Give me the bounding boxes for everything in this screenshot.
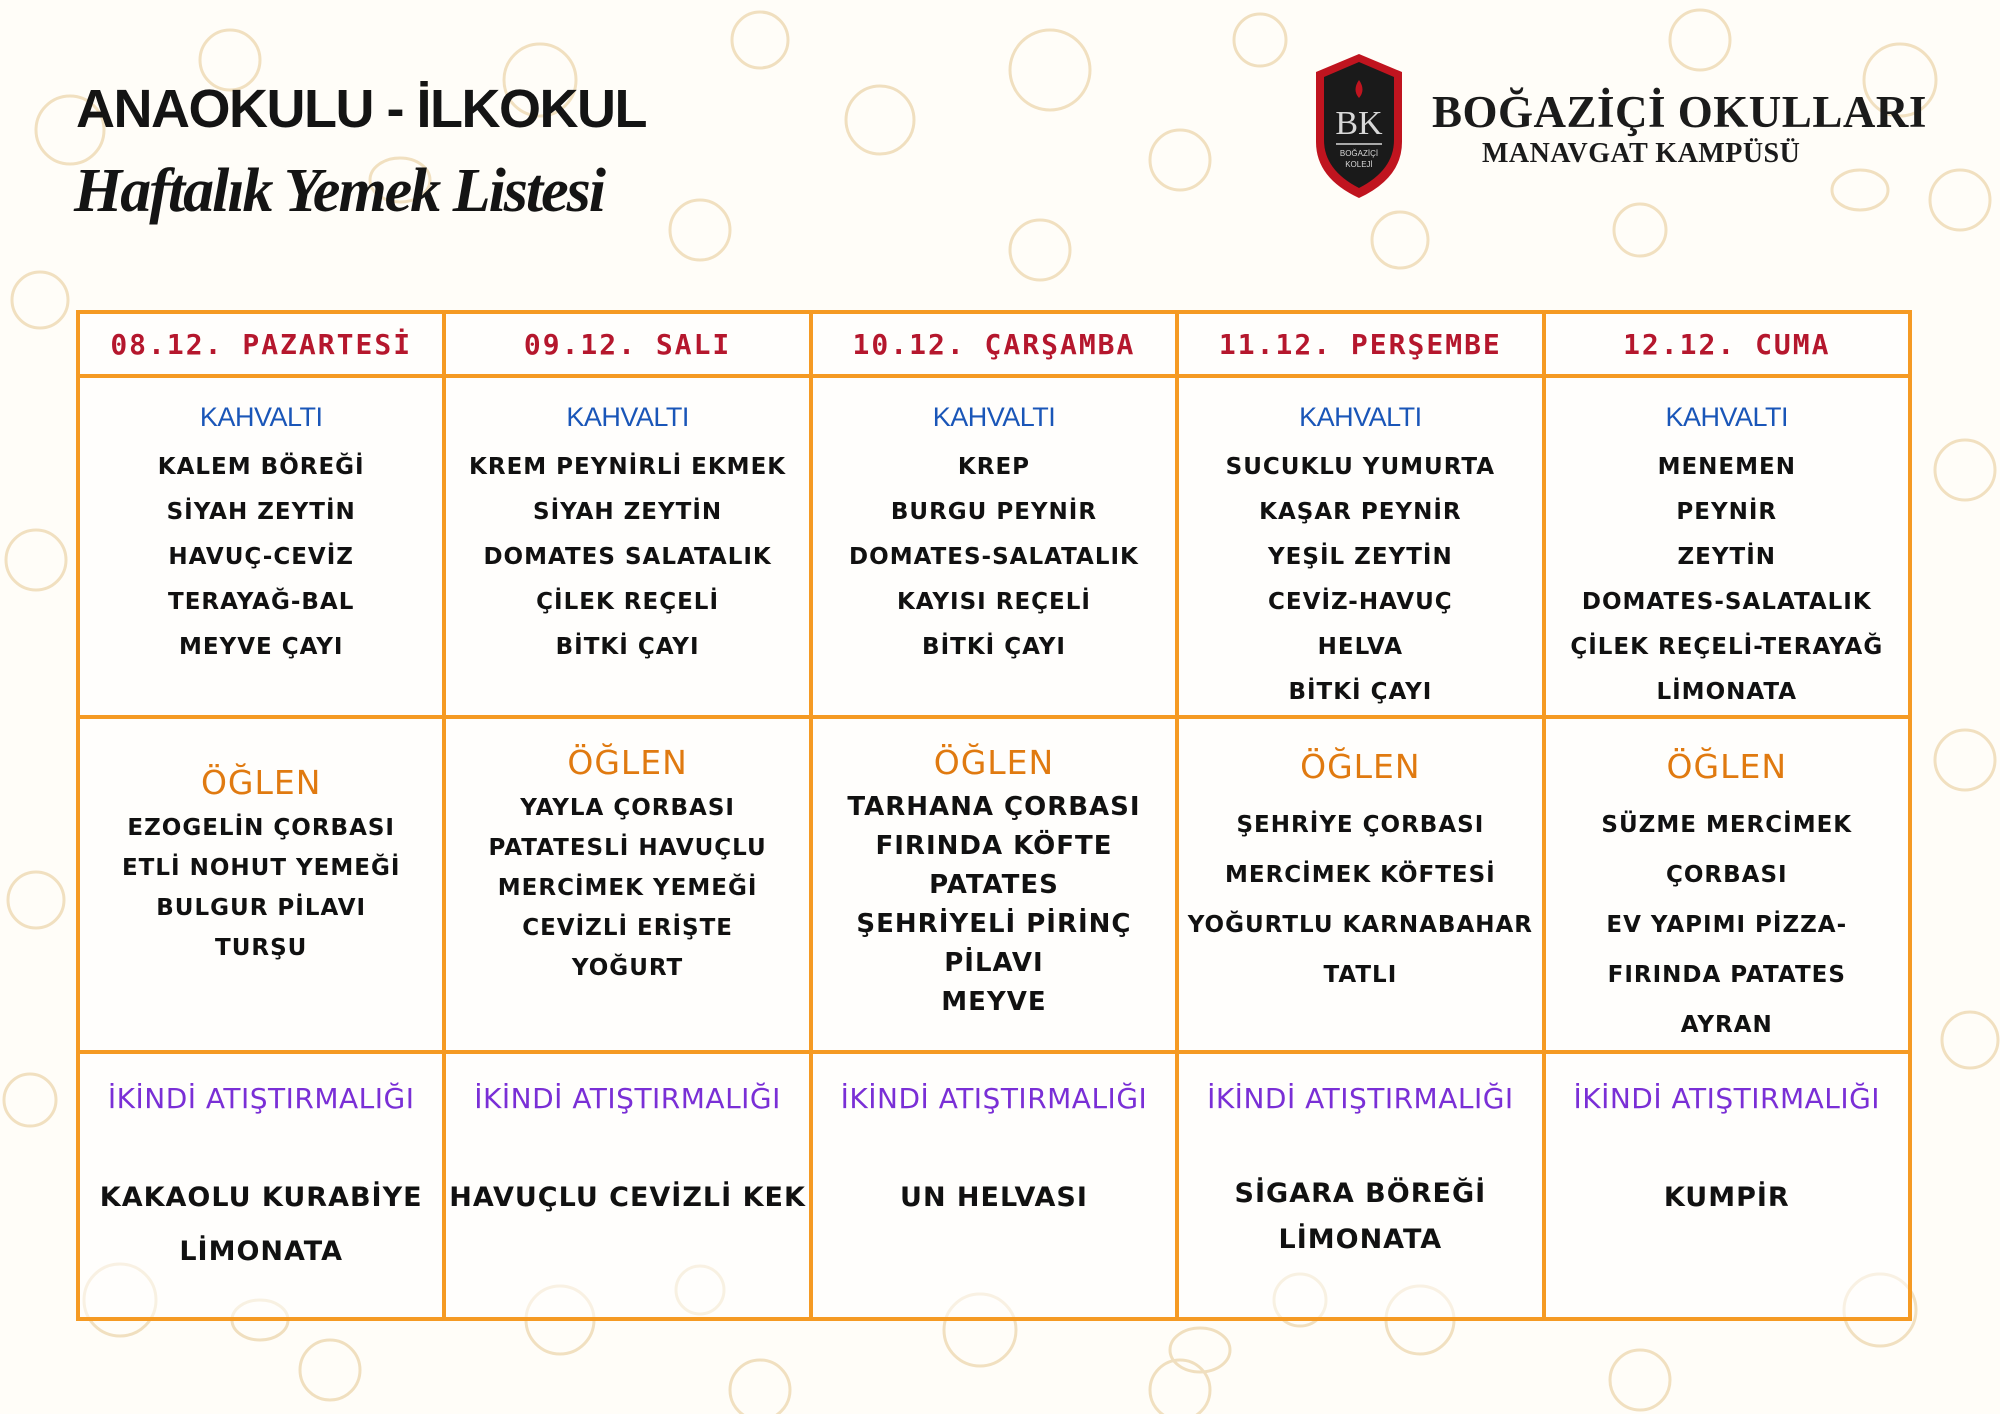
meal-item: HELVA (1317, 634, 1404, 660)
meal-item: MERCİMEK KÖFTESİ (1224, 862, 1496, 888)
meal-list (80, 1171, 442, 1279)
meal-list (446, 788, 808, 988)
meal-item: ZEYTİN (1677, 544, 1777, 570)
kahvalti-cell (444, 376, 810, 717)
meal-item: HAVUÇ-CEVİZ (168, 544, 354, 570)
meal-item: BİTKİ ÇAYI (922, 634, 1066, 660)
meal-item: YOĞURTLU KARNABAHAR (1187, 912, 1534, 938)
section-label-oglen: ÖĞLEN (200, 763, 322, 802)
meal-item: ETLİ NOHUT YEMEĞİ (121, 855, 401, 881)
section-label-kahvalti: KAHVALTI (1299, 402, 1422, 432)
meal-item: KAŞAR PEYNİR (1259, 499, 1462, 525)
oglen-row (78, 717, 1910, 1052)
meal-list (446, 1171, 808, 1225)
section-label-ikindi: İKİNDİ ATIŞTIRMALIĞI (1207, 1082, 1514, 1115)
meal-item: FIRINDA PATATES (1607, 962, 1846, 988)
meal-list (1179, 1171, 1541, 1263)
meal-item: EV YAPIMI PİZZA- (1606, 912, 1848, 938)
meal-item: LİMONATA (1656, 679, 1798, 705)
meal-item: KAYISI REÇELİ (896, 589, 1091, 615)
meal-item: YAYLA ÇORBASI (520, 795, 735, 821)
meal-list (446, 445, 808, 670)
meal-list (813, 1171, 1175, 1225)
meal-item: SİYAH ZEYTİN (166, 499, 356, 525)
meal-item: KALEM BÖREĞİ (157, 454, 365, 480)
section-label-oglen: ÖĞLEN (1666, 747, 1788, 786)
meal-item: ÇİLEK REÇELİ (536, 589, 720, 615)
section-label-ikindi: İKİNDİ ATIŞTIRMALIĞI (840, 1082, 1148, 1115)
meal-item: BURGU PEYNİR (890, 499, 1098, 525)
meal-item: BULGUR PİLAVI (156, 895, 367, 921)
meal-item: PATATES (929, 870, 1059, 900)
meal-item: EZOGELİN ÇORBASI (127, 815, 395, 841)
meal-item: DOMATES-SALATALIK (1581, 589, 1872, 615)
section-label-kahvalti: KAHVALTI (932, 402, 1056, 432)
meal-item: UN HELVASI (900, 1182, 1088, 1213)
section-label-oglen: ÖĞLEN (567, 743, 688, 782)
meal-item: PEYNİR (1676, 499, 1778, 525)
meal-item: MEYVE ÇAYI (178, 634, 344, 660)
meal-item: MERCİMEK YEMEĞİ (497, 875, 758, 901)
oglen-cell (78, 717, 444, 1052)
meal-item: MEYVE (941, 987, 1047, 1017)
section-label-kahvalti: KAHVALTI (1665, 402, 1789, 432)
meal-list (1179, 445, 1541, 715)
meal-item: ÇİLEK REÇELİ-TERAYAĞ (1570, 634, 1884, 660)
school-name: BOĞAZİÇİ OKULLARI (1432, 87, 1927, 137)
meal-item: DOMATES SALATALIK (483, 544, 772, 570)
meal-item: SİGARA BÖREĞİ (1234, 1178, 1487, 1209)
logo-monogram: BK (1335, 105, 1383, 142)
meal-list (1546, 1171, 1908, 1225)
oglen-cell (1177, 717, 1543, 1052)
kahvalti-cell (78, 376, 444, 717)
meal-list (813, 445, 1175, 670)
day-header: 12.12. CUMA (1544, 312, 1910, 376)
section-label-ikindi: İKİNDİ ATIŞTIRMALIĞI (474, 1082, 781, 1115)
meal-item: KREP (957, 454, 1031, 480)
meal-list (80, 808, 442, 968)
meal-item: PİLAVI (944, 948, 1044, 978)
meal-item: KREM PEYNİRLİ EKMEK (469, 454, 787, 480)
meal-item: BİTKİ ÇAYI (1288, 679, 1433, 705)
meal-item: TARHANA ÇORBASI (847, 792, 1141, 822)
meal-item: PATATESLİ HAVUÇLU (488, 835, 767, 861)
campus-name: MANAVGAT KAMPÜSÜ (1482, 138, 1801, 169)
ikindi-cell (1544, 1052, 1910, 1319)
meal-list (813, 788, 1175, 1022)
section-label-oglen: ÖĞLEN (933, 743, 1055, 782)
meal-item: MENEMEN (1657, 454, 1796, 480)
day-header: 10.12. ÇARŞAMBA (811, 312, 1177, 376)
ikindi-cell (78, 1052, 444, 1319)
meal-item: KAKAOLU KURABİYE (99, 1182, 423, 1213)
meal-item: ŞEHRİYE ÇORBASI (1236, 812, 1485, 838)
meal-item: LİMONATA (179, 1236, 344, 1267)
day-header: 09.12. SALI (444, 312, 810, 376)
page-title-line1: ANAOKULU - İLKOKUL (76, 79, 646, 139)
ikindi-cell (1177, 1052, 1543, 1319)
meal-item: SÜZME MERCİMEK (1601, 812, 1853, 838)
meal-item: AYRAN (1680, 1012, 1773, 1038)
section-label-oglen: ÖĞLEN (1300, 747, 1421, 786)
oglen-cell (1544, 717, 1910, 1052)
oglen-cell (811, 717, 1177, 1052)
meal-item: ŞEHRİYELİ PİRİNÇ (856, 909, 1132, 939)
page-title-line2: Haftalık Yemek Listesi (74, 157, 605, 225)
meal-item: BİTKİ ÇAYI (555, 634, 700, 660)
meal-item: CEVİZLİ ERİŞTE (522, 915, 733, 941)
meal-item: CEVİZ-HAVUÇ (1268, 589, 1453, 615)
meal-item: HAVUÇLU CEVİZLİ KEK (449, 1182, 806, 1213)
meal-item: KUMPİR (1663, 1182, 1790, 1213)
weekly-menu-table (76, 310, 1912, 1321)
logo-caption-line2: KOLEJİ (1345, 160, 1373, 169)
oglen-cell (444, 717, 810, 1052)
day-header-row (78, 312, 1910, 376)
meal-item: SUCUKLU YUMURTA (1225, 454, 1496, 480)
school-logo (1310, 50, 1408, 202)
meal-item: LİMONATA (1278, 1224, 1443, 1255)
meal-item: TURŞU (215, 935, 308, 961)
section-label-kahvalti: KAHVALTI (199, 402, 323, 432)
meal-list (80, 445, 442, 670)
meal-list (1546, 445, 1908, 715)
meal-list (1179, 800, 1541, 1000)
kahvalti-cell (1544, 376, 1910, 717)
day-header: 08.12. PAZARTESİ (78, 312, 444, 376)
ikindi-row (78, 1052, 1910, 1319)
ikindi-cell (811, 1052, 1177, 1319)
meal-item: TERAYAĞ-BAL (168, 589, 355, 615)
meal-item: DOMATES-SALATALIK (849, 544, 1139, 570)
logo-caption-line1: BOĞAZİÇİ (1339, 149, 1379, 158)
meal-item: SİYAH ZEYTİN (533, 499, 723, 525)
day-header: 11.12. PERŞEMBE (1177, 312, 1543, 376)
ikindi-cell (444, 1052, 810, 1319)
section-label-kahvalti: KAHVALTI (566, 402, 689, 432)
meal-item: TATLI (1323, 962, 1398, 988)
kahvalti-cell (1177, 376, 1543, 717)
meal-item: YOĞURT (571, 955, 684, 981)
meal-list (1546, 800, 1908, 1050)
section-label-ikindi: İKİNDİ ATIŞTIRMALIĞI (107, 1082, 415, 1115)
meal-item: YEŞİL ZEYTİN (1268, 544, 1453, 570)
kahvalti-row (78, 376, 1910, 717)
meal-item: FIRINDA KÖFTE (875, 831, 1113, 861)
meal-item: ÇORBASI (1665, 862, 1788, 888)
section-label-ikindi: İKİNDİ ATIŞTIRMALIĞI (1573, 1082, 1881, 1115)
kahvalti-cell (811, 376, 1177, 717)
